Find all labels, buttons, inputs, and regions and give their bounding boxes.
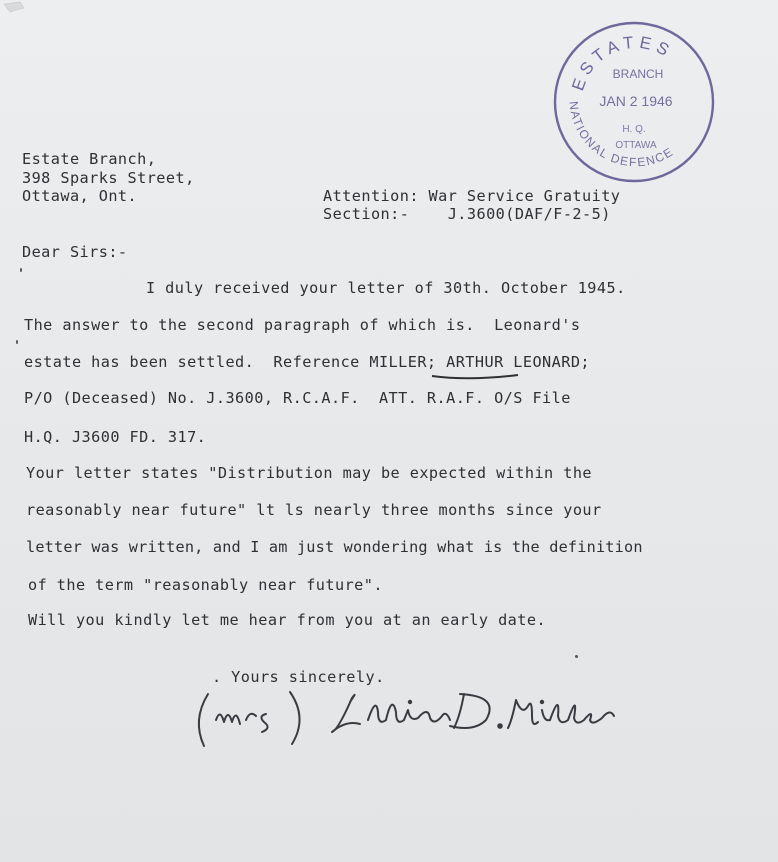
body-line-9: of the term "reasonably near future". <box>28 576 383 594</box>
stamp-bottom-text: NATIONAL DEFENCE <box>566 100 677 170</box>
body-line-10: Will you kindly let me hear from you at an early date. <box>28 611 547 629</box>
attention-line: Attention: War Service Gratuity <box>323 187 621 205</box>
handwritten-signature <box>182 676 682 756</box>
valediction: . Yours sincerely. <box>212 668 385 686</box>
stamp-branch: BRANCH <box>612 67 664 81</box>
body-line-7: reasonably near future" lt ls nearly three months since your <box>26 501 602 519</box>
body-line-3: estate has been settled. Reference MILLER; ARTHUR LEONARD; <box>24 353 591 371</box>
body-line-5: H.Q. J3600 FD. 317. <box>24 428 207 446</box>
stamp-date: JAN 2 1946 <box>599 93 673 109</box>
stamp-city: OTTAWA <box>615 140 657 151</box>
section-line: Section:- J.3600(DAF/F-2-5) <box>323 205 611 223</box>
salutation: Dear Sirs:- <box>22 243 128 261</box>
paper-speck <box>16 340 18 344</box>
paper-speck <box>20 268 22 272</box>
body-line-6: Your letter states "Distribution may be expected within the <box>26 464 593 482</box>
reference-underline <box>430 372 522 382</box>
paper-speck <box>575 655 578 658</box>
received-stamp <box>548 14 724 190</box>
body-line-4: P/O (Deceased) No. J.3600, R.C.A.F. ATT. R.A.F. O/S File <box>24 389 571 407</box>
recipient-line-1: Estate Branch, <box>22 150 157 168</box>
body-line-8: letter was written, and I am just wondering what is the definition <box>26 538 643 556</box>
corner-mark <box>2 0 26 14</box>
stamp-top-text: ESTATES <box>568 32 677 94</box>
recipient-line-2: 398 Sparks Street, <box>22 169 195 187</box>
stamp-hq: H. Q. <box>622 124 646 135</box>
body-line-2: The answer to the second paragraph of which is. Leonard's <box>24 316 581 334</box>
recipient-line-3: Ottawa, Ont. <box>22 187 138 205</box>
body-line-1: I duly received your letter of 30th. October 1945. <box>146 279 626 297</box>
